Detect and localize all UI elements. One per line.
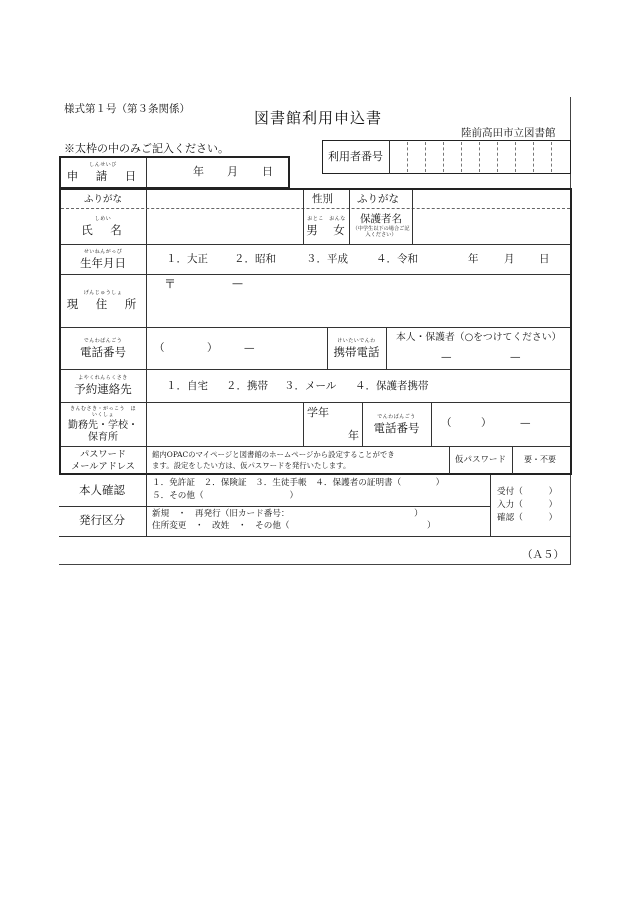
gender-label: 性別 (312, 193, 333, 205)
era-reiwa[interactable]: ４．令和 (376, 253, 418, 265)
era-heisei[interactable]: ３．平成 (306, 253, 348, 265)
digit-divider (443, 142, 444, 172)
apply-date-divider (146, 158, 147, 187)
mobile-dash-2: — (510, 351, 521, 363)
guardian-furigana-label: ふりがな (357, 193, 399, 205)
phone-open-paren: （ (154, 342, 165, 354)
digit-divider (479, 142, 480, 172)
digit-divider (497, 142, 498, 172)
digit-divider (515, 142, 516, 172)
mobile-owner-note: 本人・保護者（○をつけてください） (396, 332, 562, 343)
library-name: 陸前高田市立図書館 (461, 127, 556, 139)
work-phone-close-paren: ） (481, 417, 492, 429)
mobile-field-divider (386, 328, 387, 369)
confirm-check: 確認（ ） (497, 513, 558, 523)
work-phone-label: でんわばんごう 電話番号 (373, 413, 420, 435)
id-check-label: 本人確認 (79, 483, 125, 497)
work-phone-field-divider (431, 403, 432, 446)
guardian-name-divider (412, 190, 413, 244)
birth-year: 年 (468, 253, 479, 265)
office-bottom-line (59, 536, 571, 537)
furigana-line (61, 208, 570, 209)
birth-day: 日 (539, 253, 550, 265)
issue-type-line-1: 新規 ・ 再発行（旧カード番号： ） (152, 509, 423, 519)
password-label: パスワード メールアドレス (71, 449, 135, 472)
receipt-divider (490, 475, 491, 536)
temp-password-label: 仮パスワード (455, 455, 507, 465)
apply-date-label: しんせいび 申 請 日 (66, 161, 140, 183)
receipt-check: 受付（ ） (497, 487, 558, 497)
work-phone-open-paren: （ (441, 417, 452, 429)
password-note-2: ます。設定をしたい方は、仮パスワードを発行いたします。 (152, 461, 351, 470)
office-row-line (59, 506, 490, 507)
digit-divider (551, 142, 552, 172)
contact-home[interactable]: １．自宅 (166, 380, 208, 392)
input-check: 入力（ ） (497, 500, 558, 510)
card-number-label: 利用者番号 (328, 150, 383, 163)
issue-type-label: 発行区分 (79, 513, 125, 527)
paper-size: （Ａ５） (522, 549, 564, 561)
password-note-1: 館内OPACのマイページと図書館のホームページから設定することができ (152, 450, 395, 459)
contact-guardian-mobile[interactable]: ４．保護者携帯 (355, 380, 429, 392)
digit-divider (533, 142, 534, 172)
temp-password-divider (449, 447, 450, 474)
id-check-line-2: ５．その他（ ） (152, 491, 299, 501)
phone-dash: — (244, 342, 255, 354)
instruction-note: ※太枠の中のみご記入ください。 (64, 142, 229, 155)
mobile-dash-1: — (441, 351, 452, 363)
gender-field[interactable]: おとこ おんな 男 女 (306, 215, 347, 237)
guardian-name-label: 保護者名 （中学生以下の場合ご記入ください） (352, 213, 410, 239)
card-number-divider (389, 140, 390, 174)
id-check-line-1: １．免許証 ２．保険証 ３．生徒手帳 ４．保護者の証明書（ ） (152, 478, 445, 488)
era-showa[interactable]: ２．昭和 (234, 253, 276, 265)
phone-label: でんわばんごう 電話番号 (80, 337, 126, 359)
required-divider (512, 447, 513, 474)
contact-email[interactable]: ３．メール (284, 380, 337, 392)
mobile-label: けいたいでんわ 携帯電話 (333, 337, 380, 359)
label-column-divider (146, 190, 147, 474)
grade-label: 学年 (307, 406, 329, 419)
work-phone-dash: — (520, 417, 531, 429)
name-label: しめい 氏 名 (81, 215, 125, 237)
address-label: げんじゅうしょ 現 住 所 (66, 290, 140, 312)
apply-date-year[interactable]: 年 (193, 165, 204, 178)
digit-divider (407, 142, 408, 172)
page-title: 図書館利用申込書 (254, 109, 383, 127)
work-label: きんむさき・がっこう ほいくしょ 勤務先・学校・ 保育所 (68, 405, 138, 443)
phone-close-paren: ） (207, 342, 218, 354)
grade-suffix: 年 (348, 429, 359, 442)
apply-date-month[interactable]: 月 (227, 165, 238, 178)
temp-password-required[interactable]: 要・不要 (524, 455, 556, 464)
era-taisho[interactable]: １．大正 (166, 253, 208, 265)
postal-mark: 〒 (164, 277, 177, 291)
apply-date-day[interactable]: 日 (262, 165, 273, 178)
birth-label: せいねんがっぴ 生年月日 (80, 248, 126, 270)
issue-type-line-2: 住所変更 ・ 改姓 ・ その他（ ） (152, 521, 436, 531)
birth-month: 月 (504, 253, 515, 265)
digit-divider (461, 142, 462, 172)
digit-divider (425, 142, 426, 172)
furigana-label: ふりがな (84, 194, 123, 205)
postal-dash: — (232, 277, 243, 290)
contact-mobile[interactable]: ２．携帯 (226, 380, 268, 392)
contact-label: よやくれんらくさき 予約連絡先 (74, 375, 132, 397)
form-number: 様式第１号（第３条関係） (64, 103, 190, 115)
grade-divider (303, 403, 304, 446)
